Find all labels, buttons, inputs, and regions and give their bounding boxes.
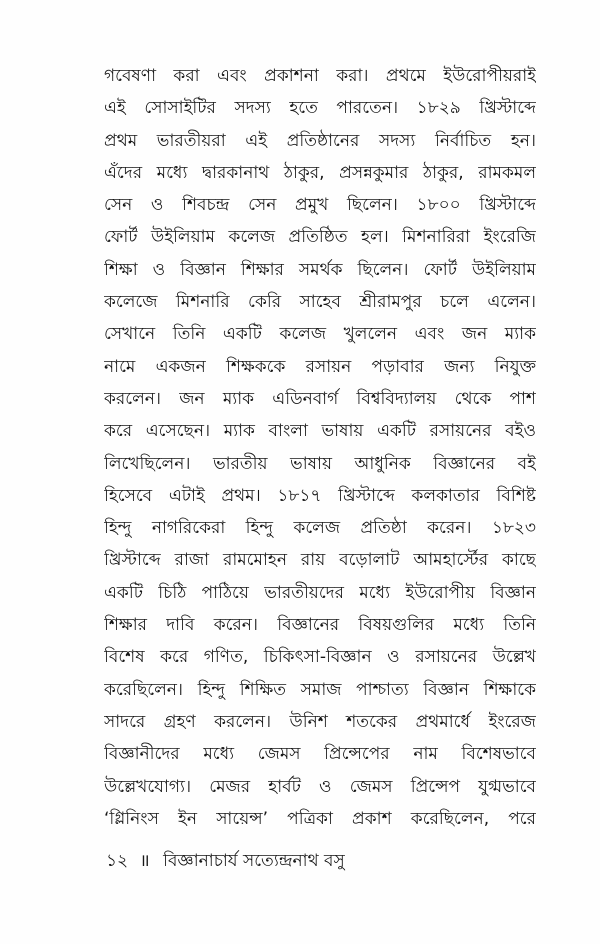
text-line: খ্রিস্টাব্দে রাজা রামমোহন রায় বড়োলাট আমহার্স্টের কাছে — [104, 550, 536, 571]
page-footer — [106, 846, 345, 876]
text-line: এই সোসাইটির সদস্য হতে পারতেন। ১৮২৯ খ্রিস্টাব্দে — [104, 98, 536, 119]
text-line: করলেন। জন ম্যাক এডিনবার্গ বিশ্ববিদ্যালয় থেকে পাশ — [104, 388, 536, 409]
text-line: ফোর্ট উইলিয়াম কলেজ প্রতিষ্ঠিত হল। মিশনারিরা ইংরেজি — [104, 227, 536, 248]
text-line: ‘গ্লিনিংস ইন সায়েন্স’ পত্রিকা প্রকাশ করেছিলেন, পরে — [104, 808, 536, 829]
text-line: হিসেবে এটাই প্রথম। ১৮১৭ খ্রিস্টাব্দে কলকাতার বিশিষ্ট — [104, 485, 536, 506]
text-line: সাদরে গ্রহণ করলেন। উনিশ শতকের প্রথমার্ধে ইংরেজ — [104, 711, 536, 732]
text-line: নামে একজন শিক্ষককে রসায়ন পড়াবার জন্য নিযুক্ত — [104, 356, 536, 377]
text-line: সেন ও শিবচন্দ্র সেন প্রমুখ ছিলেন। ১৮০০ খ্রিস্টাব্দে — [104, 195, 536, 216]
footer-separator: ॥ — [139, 851, 150, 871]
text-line: প্রথম ভারতীয়রা এই প্রতিষ্ঠানের সদস্য নির্বাচিত হন। — [104, 130, 536, 151]
text-line: সেখানে তিনি একটি কলেজ খুললেন এবং জন ম্যাক — [104, 324, 536, 345]
text-line: বিশেষ করে গণিত, চিকিৎসা-বিজ্ঞান ও রসায়নের উল্লেখ — [104, 647, 536, 668]
text-line: শিক্ষার দাবি করেন। বিজ্ঞানের বিষয়গুলির মধ্যে তিনি — [104, 615, 536, 636]
text-line: হিন্দু নাগরিকেরা হিন্দু কলেজ প্রতিষ্ঠা করেন। ১৮২৩ — [104, 518, 536, 539]
text-line: শিক্ষা ও বিজ্ঞান শিক্ষার সমর্থক ছিলেন। ফোর্ট উইলিয়াম — [104, 259, 536, 280]
text-line: গবেষণা করা এবং প্রকাশনা করা। প্রথমে ইউরোপীয়রাই — [104, 66, 536, 86]
text-line: উল্লেখযোগ্য। মেজর হার্বট ও জেমস প্রিন্সেপ যুগ্মভাবে — [104, 776, 536, 797]
body-text — [104, 60, 536, 835]
text-line: করেছিলেন। হিন্দু শিক্ষিত সমাজ পাশ্চাত্য বিজ্ঞান শিক্ষাকে — [104, 679, 536, 700]
text-line: একটি চিঠি পাঠিয়ে ভারতীয়দের মধ্যে ইউরোপীয় বিজ্ঞান — [104, 582, 536, 603]
text-line: করে এসেছেন। ম্যাক বাংলা ভাষায় একটি রসায়নের বইও — [104, 421, 536, 442]
text-line: এঁদের মধ্যে দ্বারকানাথ ঠাকুর, প্রসন্নকুমার ঠাকুর, রামকমল — [104, 162, 536, 183]
running-title: বিজ্ঞানাচার্য সত্যেন্দ্রনাথ বসু — [163, 851, 345, 871]
text-line: বিজ্ঞানীদের মধ্যে জেমস প্রিন্সেপের নাম বিশেষভাবে — [104, 744, 536, 765]
page-number: ১২ — [106, 851, 129, 871]
text-line: কলেজে মিশনারি কেরি সাহেব শ্রীরামপুর চলে এলেন। — [104, 292, 536, 313]
text-line: লিখেছিলেন। ভারতীয় ভাষায় আধুনিক বিজ্ঞানের বই — [104, 453, 536, 474]
